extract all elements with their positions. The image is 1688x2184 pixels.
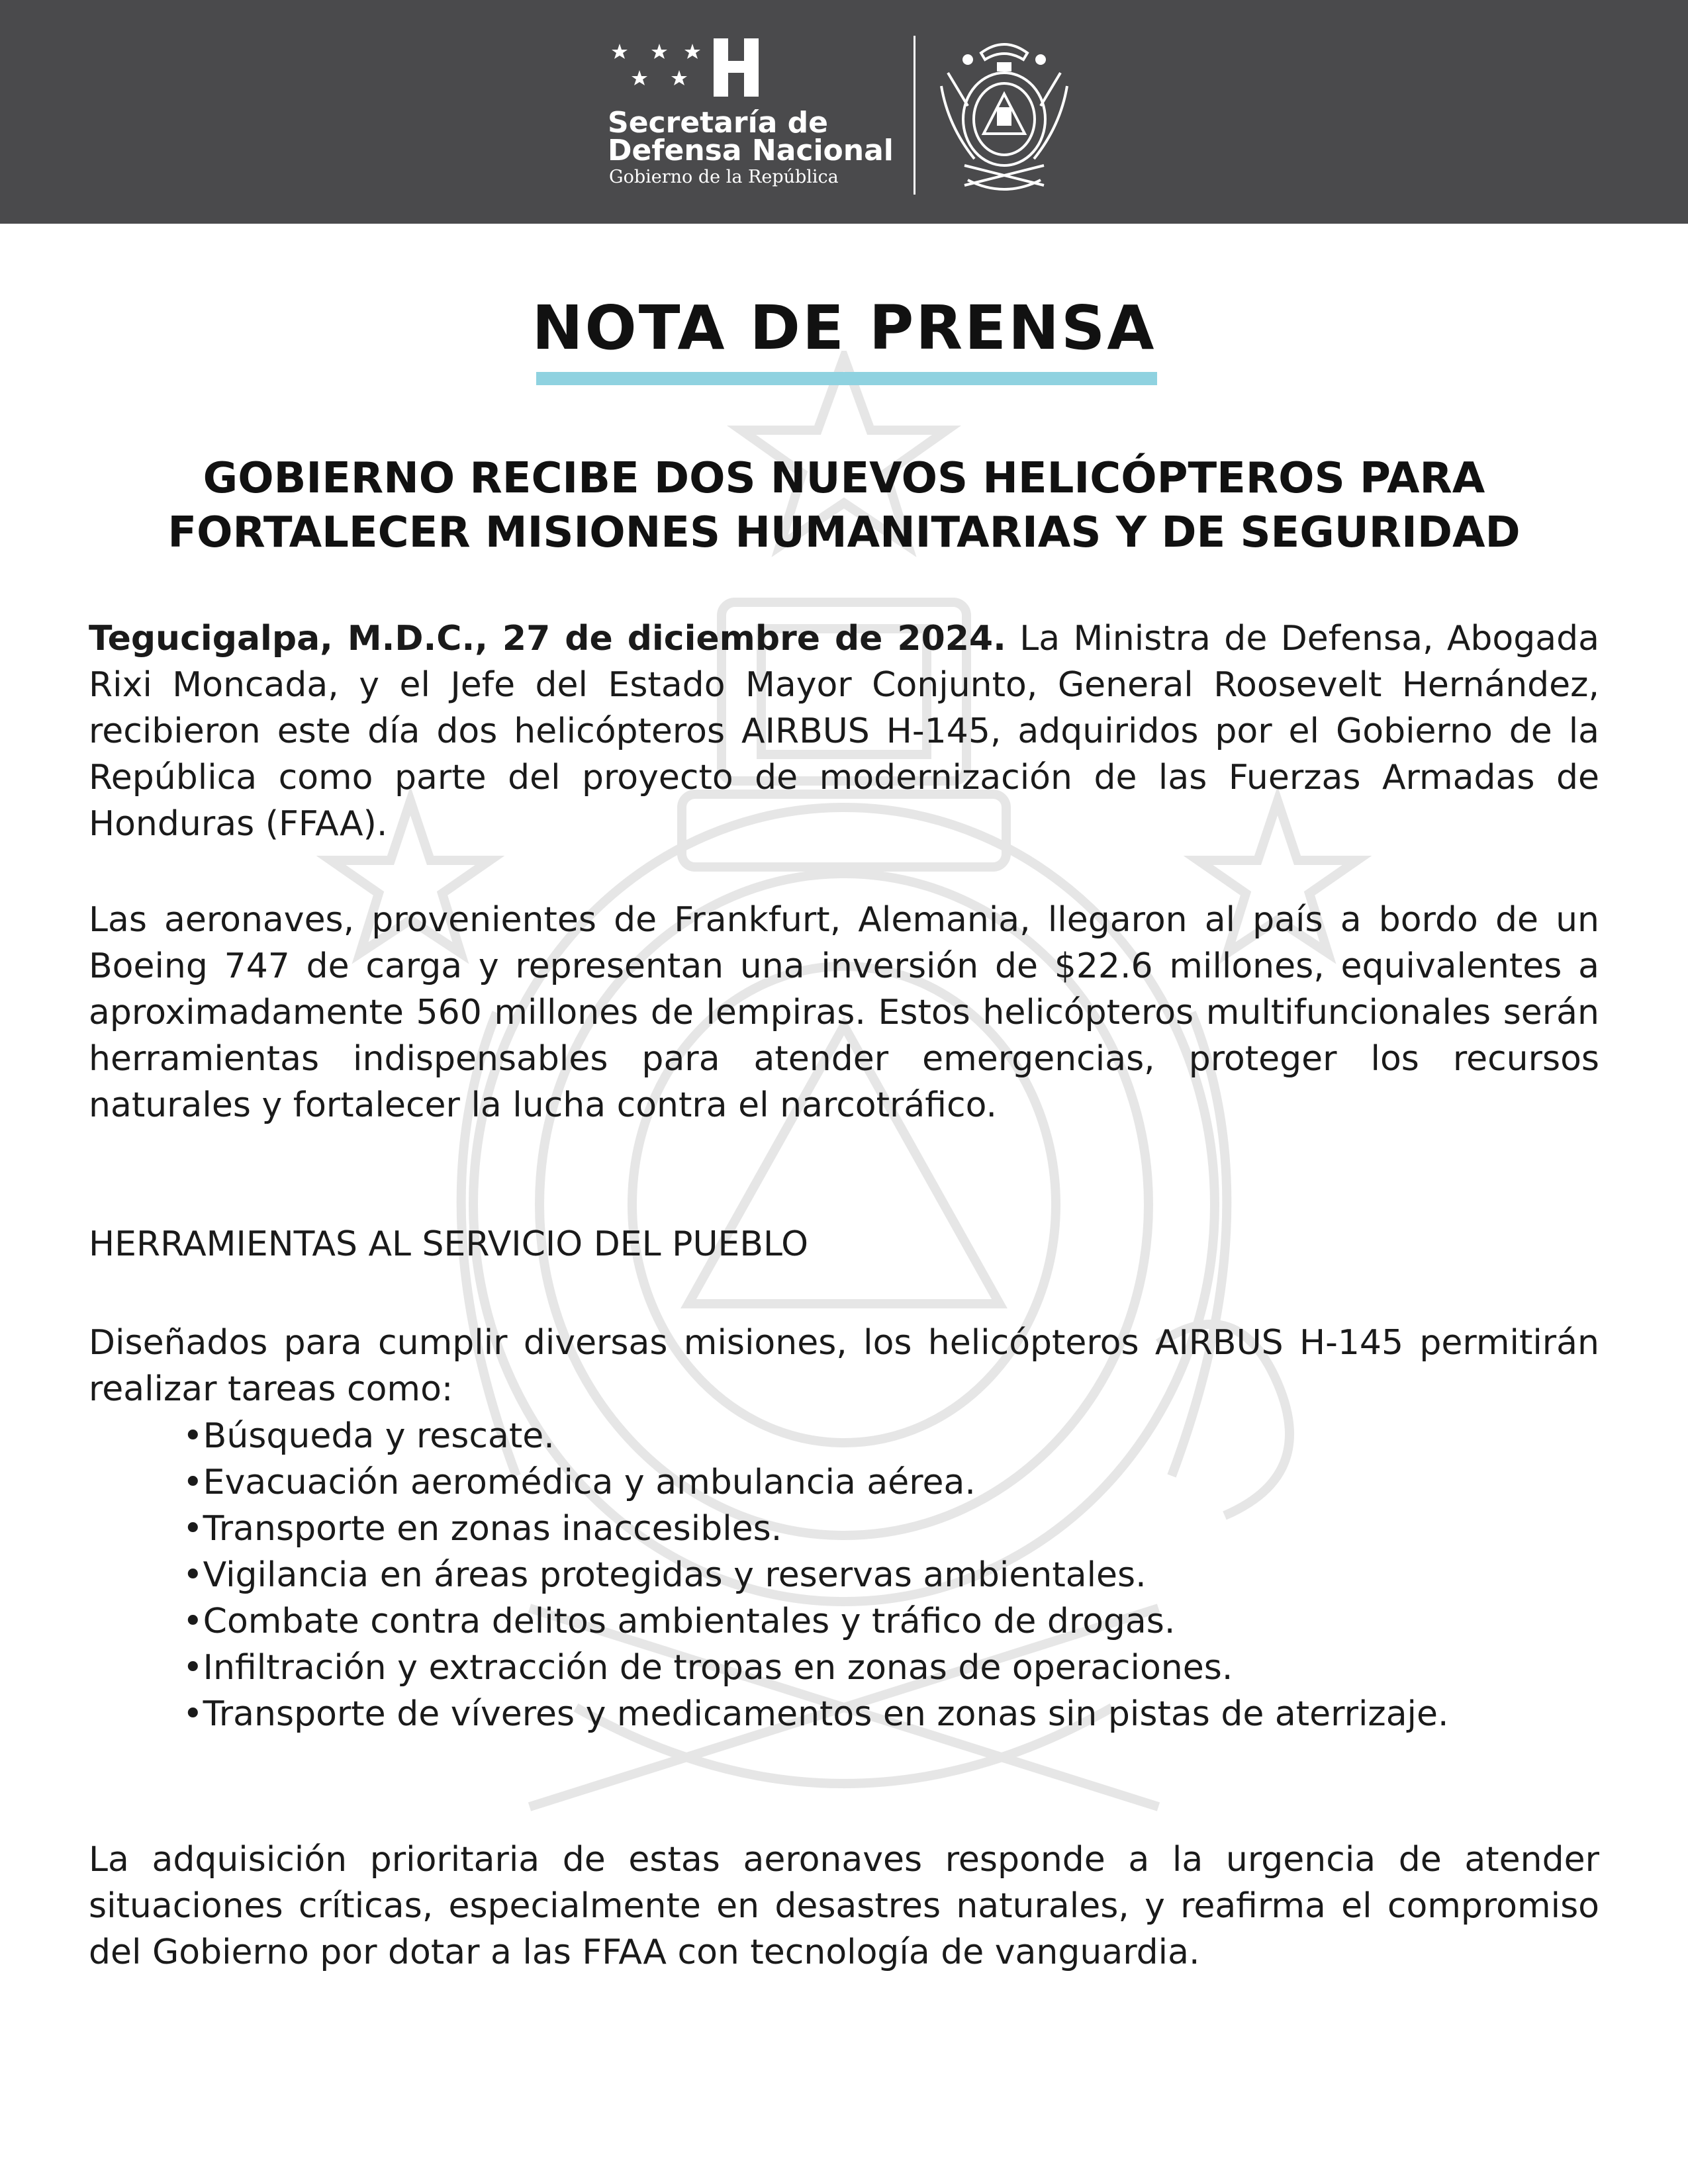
org-subtitle: Gobierno de la República [609, 167, 839, 187]
place-date: Tegucigalpa, M.D.C., 27 de diciembre de 2024. [89, 619, 1006, 659]
list-item: •Transporte de víveres y medicamentos en zonas sin pistas de aterrizaje. [183, 1694, 1449, 1734]
list-item: •Evacuación aeromédica y ambulancia aérea. [183, 1463, 976, 1502]
paragraph-1-text: La Ministra de Defensa, Abogada Rixi Moncada, y el Jefe del Estado Mayor Conjunto, General Roosevelt Hernández, recibieron este día dos helicópteros AIRBUS H-145, adquiridos por el Gobierno de la República como parte del proyecto de modernización de las Fuerzas Armadas de Honduras (FFAA). [89, 619, 1599, 844]
header-bar [0, 0, 1688, 224]
paragraph-intro [89, 615, 1599, 847]
list-item: •Infiltración y extracción de tropas en zonas de operaciones. [183, 1648, 1233, 1688]
list-item: •Búsqueda y rescate. [183, 1416, 555, 1456]
coat-of-arms-icon [928, 33, 1080, 196]
paragraph-2: Las aeronaves, provenientes de Frankfurt, Alemania, llegaron al país a bordo de un Boeing 747 de carga y representan una inversión de $22.6 millones, equivalentes a aproximadamente 560 millones de lempiras. Estos helicópteros multifuncionales serán herramientas indispensables para atender emergencias, proteger los recursos naturales y fortalecer la lucha contra el narcotráfico. [89, 900, 1599, 1125]
h-letter-icon [710, 34, 763, 101]
headline: GOBIERNO RECIBE DOS NUEVOS HELICÓPTEROS PARA FORTALECER MISIONES HUMANITARIAS Y DE SEGURIDAD [167, 454, 1521, 557]
header-divider [914, 36, 915, 195]
org-name-line2: Defensa Nacional [608, 134, 894, 167]
paragraph-3: Diseñados para cumplir diversas misiones, los helicópteros AIRBUS H-145 permitirán realizar tareas como: [89, 1323, 1599, 1409]
paragraph-4: La adquisición prioritaria de estas aeronaves responde a la urgencia de atender situaciones críticas, especialmente en desastres naturales, y reafirma el compromiso del Gobierno por dotar a las FFAA con tecnología de vanguardia. [89, 1840, 1599, 1972]
list-item: •Combate contra delitos ambientales y tráfico de drogas. [183, 1602, 1176, 1641]
sedena-logo [608, 34, 912, 193]
mission-list [89, 1413, 1599, 1737]
org-name-line1: Secretaría de [608, 106, 829, 140]
title-underline [536, 372, 1157, 385]
section-heading: HERRAMIENTAS AL SERVICIO DEL PUEBLO [89, 1224, 809, 1264]
list-item: •Transporte en zonas inaccesibles. [183, 1509, 782, 1549]
press-release-title: NOTA DE PRENSA [532, 293, 1156, 363]
list-item: •Vigilancia en áreas protegidas y reservas ambientales. [183, 1555, 1147, 1595]
